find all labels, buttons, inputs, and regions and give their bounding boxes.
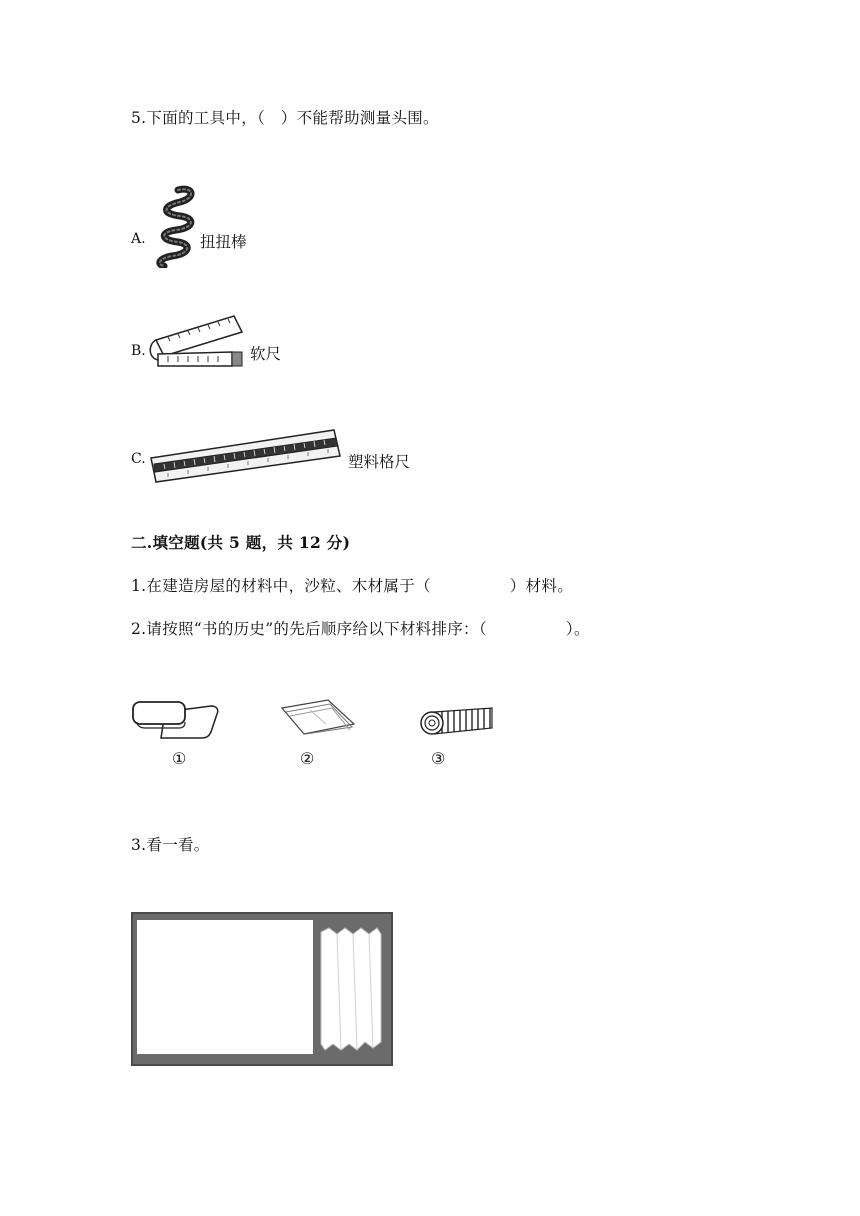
paper-sheets-icon (280, 698, 356, 736)
option-a-text: 扭扭棒 (200, 233, 247, 251)
option-c-text: 塑料格尺 (348, 453, 411, 471)
plastic-ruler-icon (148, 426, 342, 484)
bamboo-scroll-icon (418, 706, 494, 736)
option-b-text: 软尺 (250, 345, 282, 363)
section-heading: 二.填空题(共 5 题，共 12 分) (131, 533, 351, 552)
item-label-2: ② (300, 749, 315, 768)
fill-question-2: 2.请按照“书的历史”的先后顺序给以下材料排序：（ ）。 (131, 620, 590, 638)
item-label-3: ③ (431, 749, 446, 768)
folded-paper-figure (131, 912, 393, 1066)
item-label-1: ① (172, 749, 187, 768)
fill-question-1: 1.在建造房屋的材料中，沙粒、木材属于（ ）材料。 (131, 577, 573, 595)
pipe-cleaner-icon (150, 184, 196, 268)
clay-tablets-icon (131, 698, 219, 740)
option-c-letter: C. (131, 451, 146, 467)
question-5-stem: 5.下面的工具中，（ ）不能帮助测量头围。 (131, 109, 439, 127)
fill-question-3: 3.看一看。 (131, 836, 210, 854)
option-a-letter: A. (131, 231, 146, 247)
option-b-letter: B. (131, 343, 146, 359)
tape-measure-icon (148, 310, 246, 372)
